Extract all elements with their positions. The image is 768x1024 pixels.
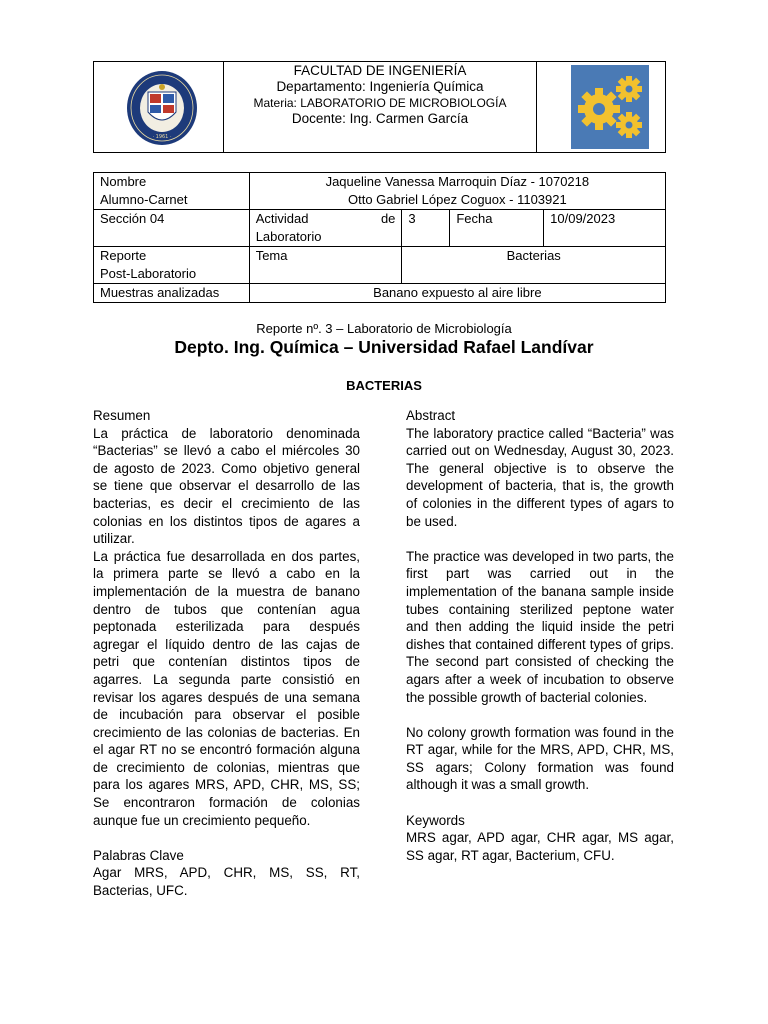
section-cell: Sección 04 xyxy=(94,210,250,247)
student-1: Jaqueline Vanessa Marroquin Díaz - 1070218 xyxy=(325,174,590,189)
topic-label-cell: Tema xyxy=(249,247,402,284)
resumen-column xyxy=(93,407,360,900)
info-table xyxy=(93,172,666,303)
students-cell xyxy=(249,173,665,210)
topic-value-cell: Bacterias xyxy=(402,247,666,284)
teacher-name: Docente: Ing. Carmen García xyxy=(291,111,469,126)
name-label: Nombre xyxy=(100,174,147,189)
resumen-heading: Resumen xyxy=(93,408,151,423)
activity-label-cell xyxy=(249,210,402,247)
document-header xyxy=(93,61,666,153)
activity-label-lab: Laboratorio xyxy=(255,229,322,244)
keywords-es-heading: Palabras Clave xyxy=(93,847,184,863)
abstract-paragraph-2: The practice was developed in two parts, the first part was carried out in the implementation of the banana sample inside tubes containing sterilized peptone water and then adding the liquid inside the petri dishes that contained different types of grips. The second part consisted of checking the agars after a week of incubation to observe the possible growth of bacterial colonies. xyxy=(406,548,674,705)
subject-name: Materia: LABORATORIO DE MICROBIOLOGÍA xyxy=(253,96,507,110)
resumen-paragraph-2: La práctica fue desarrollada en dos partes, la primera parte se llevó a cabo en la implementación de la muestra de banano dentro de tubos que contenían agua peptonada esterilizada para después agregar el líquido dentro de las cajas de petri que contenían distintos tipos de agarres. La segunda parte consistió en revisar los agares después de una semana de incubación para observar el posible crecimiento de las colonias de bacterias. En el agar RT no se encontró formación alguna de crecimiento de colonias, mientras que para los agares MRS, APD, CHR, MS, SS; Se encontraron formación de colonias aunque fue un crecimiento pequeño. xyxy=(93,548,360,828)
table-row xyxy=(94,284,666,303)
date-value-cell: 10/09/2023 xyxy=(544,210,666,247)
carnet-label: Alumno-Carnet xyxy=(100,192,188,207)
abstract-paragraph-1: The laboratory practice called “Bacteria” was carried out on Wednesday, August 30, 2023. The general objective is to observe the development of bacteria, that is, the growth of colonies in the different types of agars to be used. xyxy=(406,425,674,529)
table-row xyxy=(94,210,666,247)
table-row xyxy=(94,247,666,284)
keywords-en-heading: Keywords xyxy=(406,812,465,828)
resumen-paragraph-1: La práctica de laboratorio denominada “Bacterias” se llevó a cabo el miércoles 30 de agosto de 2023. Como objetivo general se tiene que observar el desarrollo de las bacterias, es decir el crecimiento de las colonias en los distintos tipos de agares a utilizar. xyxy=(93,425,360,547)
keywords-en-text: MRS agar, APD agar, CHR agar, MS agar, SS agar, RT agar, Bacterium, CFU. xyxy=(406,830,674,863)
report-label-1: Reporte xyxy=(100,248,147,263)
activity-label-word: Actividad xyxy=(255,211,309,226)
activity-label-de: de xyxy=(380,211,396,226)
report-label-cell xyxy=(94,247,250,284)
abstract-heading: Abstract xyxy=(406,408,456,423)
date-label-cell: Fecha xyxy=(450,210,544,247)
faculty-name: FACULTAD DE INGENIERÍA xyxy=(293,63,467,78)
student-2: Otto Gabriel López Coguox - 1103921 xyxy=(347,192,567,207)
report-number-line: Reporte nº. 3 – Laboratorio de Microbiología xyxy=(256,321,512,336)
samples-value-cell: Banano expuesto al aire libre xyxy=(249,284,665,303)
table-row xyxy=(94,173,666,210)
svg-text:· 1961 ·: · 1961 · xyxy=(152,134,172,140)
page-title: BACTERIAS xyxy=(346,378,422,393)
keywords-es-text: Agar MRS, APD, CHR, MS, SS, RT, Bacterias, UFC. xyxy=(93,865,360,899)
header-logo-cell xyxy=(94,62,224,152)
university-seal-icon xyxy=(126,70,198,146)
department-name: Departamento: Ingeniería Química xyxy=(276,79,484,94)
abstract-column xyxy=(406,407,674,864)
abstract-paragraph-3: No colony growth formation was found in the RT agar, while for the MRS, APD, CHR, MS, SS agars; Colony formation was found although it was a small growth. xyxy=(406,724,674,793)
report-label-2: Post-Laboratorio xyxy=(100,266,197,281)
gears-icon xyxy=(571,65,649,149)
samples-label-cell: Muestras analizadas xyxy=(94,284,250,303)
header-dept-logo-cell xyxy=(537,62,665,152)
header-titles xyxy=(224,62,537,152)
department-university-line: Depto. Ing. Química – Universidad Rafael Landívar xyxy=(174,337,594,357)
name-carnet-label-cell xyxy=(94,173,250,210)
activity-number-cell: 3 xyxy=(402,210,450,247)
